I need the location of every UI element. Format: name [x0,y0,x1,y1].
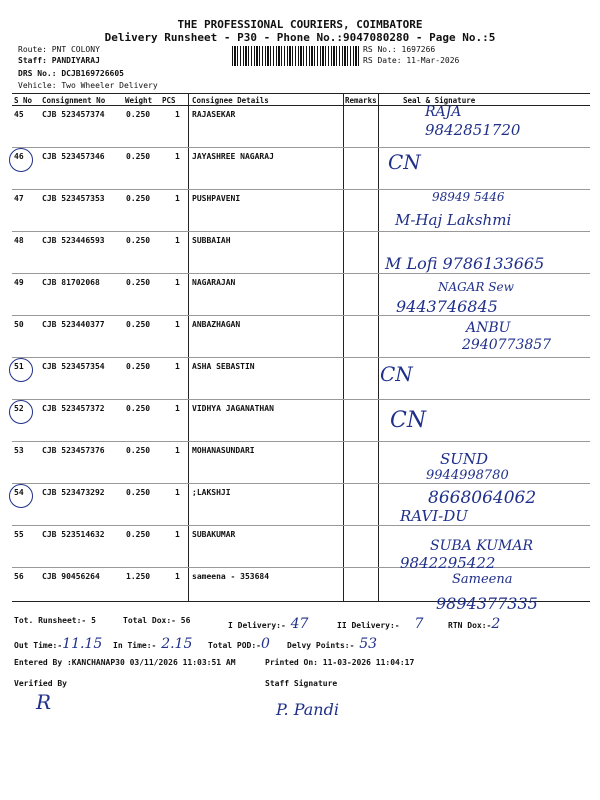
row-divider [12,483,590,484]
signature-49-phone: 9443746845 [396,297,498,316]
row-weight: 0.250 [126,446,151,455]
delvy-points-value: 53 [359,636,378,652]
row-consignee: ;LAKSHJI [192,488,231,497]
row-sno: 45 [14,110,24,119]
signature-47-top: 98949 5446 [432,190,505,204]
row-pcs: 1 [175,572,180,581]
col-sno: S No [14,96,33,105]
row-divider [12,273,590,274]
total-pod: Total POD:-0 [208,636,270,652]
signature-55-phone: 9842295422 [400,554,496,572]
row-sno: 53 [14,446,24,455]
i-delivery-value: 47 [290,616,309,632]
row-consignment-no: CJB 523514632 [42,530,105,539]
row-sno: 46 [14,152,24,161]
row-pcs: 1 [175,404,180,413]
row-pcs: 1 [175,110,180,119]
signature-48: M Lofi 9786133665 [385,254,545,273]
out-time: Out Time:-11.15 [14,636,103,652]
row-weight: 1.250 [126,572,151,581]
signature-50-name: ANBU [466,320,511,336]
rs-number: RS No.: 1697266 [363,45,436,54]
row-divider [12,315,590,316]
row-consignee: PUSHPAVENI [192,194,241,203]
verified-signature: R [36,690,52,714]
entered-by: Entered By :KANCHANAP30 03/11/2026 11:03:51 AM [14,658,236,667]
row-weight: 0.250 [126,152,151,161]
row-pcs: 1 [175,236,180,245]
row-weight: 0.250 [126,404,151,413]
row-consignee: RAJASEKAR [192,110,236,119]
row-consignment-no: CJB 523457354 [42,362,105,371]
staff-signature-label: Staff Signature [265,679,338,688]
row-sno: 48 [14,236,24,245]
row-consignment-no: CJB 523446593 [42,236,105,245]
row-weight: 0.250 [126,194,151,203]
row-consignment-no: CJB 81702068 [42,278,100,287]
col-seal: Seal & Signature [403,96,476,105]
total-dox: Total Dox:- 56 [123,616,191,625]
row-sno: 55 [14,530,24,539]
vehicle-label: Vehicle: Two Wheeler Delivery [18,81,158,90]
row-consignment-no: CJB 523440377 [42,320,105,329]
col-consignee: Consignee Details [192,96,269,105]
row-pcs: 1 [175,446,180,455]
row-consignee: sameena - 353684 [192,572,270,581]
signature-52: CN [390,408,427,433]
total-pod-value: 0 [260,636,270,652]
row-consignee: JAYASHREE NAGARAJ [192,152,274,161]
row-sno: 54 [14,488,24,497]
in-time-value: 2.15 [161,636,193,652]
signature-53-name: SUND [440,450,489,468]
signature-47-name: M-Haj Lakshmi [395,211,512,229]
row-consignee: ANBAZHAGAN [192,320,241,329]
row-pcs: 1 [175,152,180,161]
row-sno: 52 [14,404,24,413]
row-consignee: VIDHYA JAGANATHAN [192,404,274,413]
row-divider [12,441,590,442]
sno-circle [9,484,33,508]
col-pcs: PCS [162,96,176,105]
row-consignment-no: CJB 90456264 [42,572,100,581]
row-pcs: 1 [175,530,180,539]
staff-signature: P. Pandi [276,700,339,719]
row-pcs: 1 [175,320,180,329]
col-consignment: Consignment No [42,96,106,105]
row-sno: 50 [14,320,24,329]
row-weight: 0.250 [126,110,151,119]
row-pcs: 1 [175,488,180,497]
row-consignment-no: CJB 523457353 [42,194,105,203]
printed-on: Printed On: 11-03-2026 11:04:17 [265,658,415,667]
row-divider [12,231,590,232]
tot-runsheet: Tot. Runsheet:- 5 [14,616,96,625]
row-consignment-no: CJB 523473292 [42,488,105,497]
col-weight: Weight [125,96,153,105]
row-consignee: MOHANASUNDARI [192,446,255,455]
sno-circle [9,400,33,424]
row-divider [12,525,590,526]
row-consignment-no: CJB 523457374 [42,110,105,119]
row-divider [12,147,590,148]
staff-label: Staff: PANDIYARAJ [18,56,100,65]
signature-50-phone: 2940773857 [462,337,552,353]
i-delivery: I Delivery:- 47 [228,616,309,632]
signature-54-phone: 8668064062 [428,488,537,508]
drs-number: DRS No.: DCJB169726605 [18,69,124,78]
row-consignment-no: CJB 523457346 [42,152,105,161]
row-pcs: 1 [175,194,180,203]
sno-circle [9,358,33,382]
verified-by-label: Verified By [14,679,67,688]
row-consignment-no: CJB 523457376 [42,446,105,455]
barcode [232,46,360,66]
ii-delivery: II Delivery:- 7 [337,616,424,632]
ii-delivery-value: 7 [414,616,424,632]
signature-55-name: SUBA KUMAR [430,538,533,554]
row-divider [12,399,590,400]
row-consignment-no: CJB 523457372 [42,404,105,413]
row-pcs: 1 [175,362,180,371]
row-divider [12,567,590,568]
delvy-points: Delvy Points:- 53 [287,636,378,652]
signature-51: CN [380,362,413,386]
in-time: In Time:- 2.15 [113,636,193,652]
row-weight: 0.250 [126,320,151,329]
row-pcs: 1 [175,278,180,287]
rtn-dox-value: 2 [491,616,501,632]
row-weight: 0.250 [126,488,151,497]
col-remarks: Remarks [345,96,377,105]
route-label: Route: PNT COLONY [18,45,100,54]
row-consignee: ASHA SEBASTIN [192,362,255,371]
signature-49-name: NAGAR Sew [438,280,514,294]
row-weight: 0.250 [126,236,151,245]
row-weight: 0.250 [126,530,151,539]
sno-circle [9,148,33,172]
row-consignee: SUBBAIAH [192,236,231,245]
signature-56-name: Sameena [452,572,513,587]
runsheet-title: Delivery Runsheet - P30 - Phone No.:9047080280 - Page No.:5 [104,31,496,44]
row-weight: 0.250 [126,278,151,287]
row-consignee: NAGARAJAN [192,278,236,287]
out-time-value: 11.15 [62,636,103,652]
row-consignee: SUBAKUMAR [192,530,236,539]
row-sno: 49 [14,278,24,287]
rtn-dox: RTN Dox:-2 [448,616,501,632]
row-weight: 0.250 [126,362,151,371]
signature-53-phone: 9944998780 [426,468,509,483]
row-sno: 51 [14,362,24,371]
signature-46: CN [388,150,421,174]
signature-45-name: RAJA [425,104,462,120]
row-sno: 56 [14,572,24,581]
signature-54-name: RAVI-DU [400,507,468,525]
row-sno: 47 [14,194,24,203]
signature-45-phone: 9842851720 [425,121,521,139]
company-title: THE PROFESSIONAL COURIERS, COIMBATORE [177,18,423,31]
signature-56-phone: 9894377335 [436,594,538,613]
row-divider [12,357,590,358]
rs-date: RS Date: 11-Mar-2026 [363,56,460,65]
